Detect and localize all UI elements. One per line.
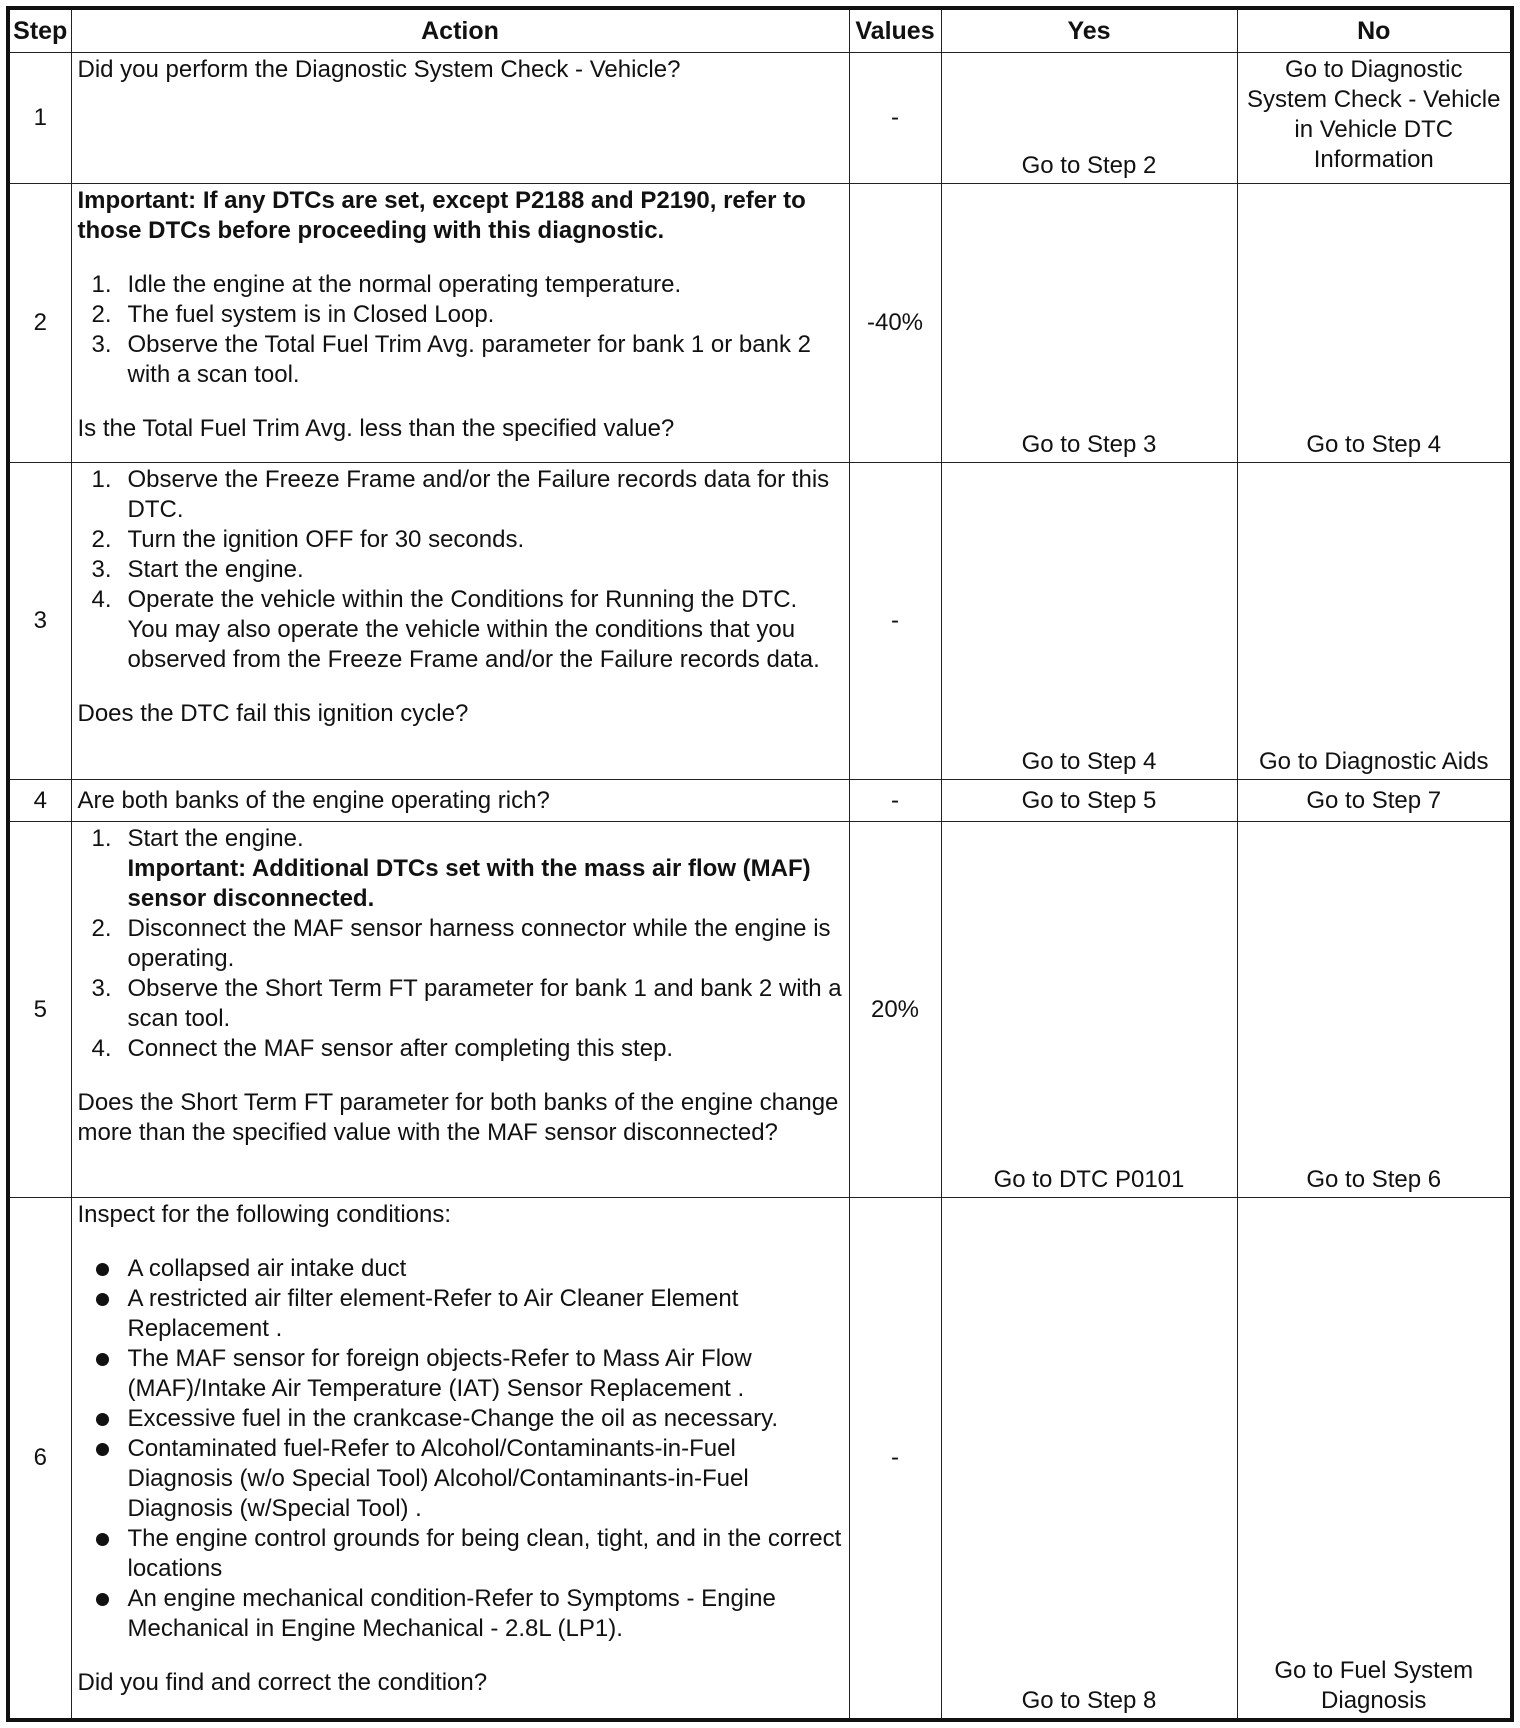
table-row-step-1 xyxy=(8,53,1512,184)
action-cell xyxy=(71,463,849,780)
procedure-list xyxy=(78,465,843,675)
list-item: 3. Start the engine. xyxy=(91,556,304,583)
bullet-icon xyxy=(96,1413,109,1426)
no-link[interactable]: Go to Step 4 xyxy=(1237,184,1512,463)
value-cell: - xyxy=(849,780,941,822)
bullet-icon xyxy=(96,1593,109,1606)
action-question: Did you find and correct the condition? xyxy=(77,1669,488,1696)
step-number: 6 xyxy=(8,1198,71,1721)
action-intro: Inspect for the following conditions: xyxy=(77,1201,452,1228)
list-item: 1. Start the engine. Important: Additional DTCs set with the mass air flow (MAF) sensor disconnected. xyxy=(91,825,811,912)
action-question: Does the Short Term FT parameter for both banks of the engine change more than the specified value with the MAF sensor disconnected? xyxy=(77,1089,839,1146)
bullet-icon xyxy=(96,1533,109,1546)
no-link[interactable]: Go to Fuel System Diagnosis xyxy=(1237,1198,1512,1721)
action-cell xyxy=(71,822,849,1198)
list-item: 3. Observe the Short Term FT parameter for bank 1 and bank 2 with a scan tool. xyxy=(91,975,842,1032)
list-item: Contaminated fuel-Refer to Alcohol/Contaminants-in-Fuel Diagnosis (w/o Special Tool) Alcohol/Contaminants-in-Fuel Diagnosis (w/Special Tool) . xyxy=(78,1434,843,1524)
list-item: A restricted air filter element-Refer to Air Cleaner Element Replacement . xyxy=(78,1284,843,1344)
bullet-icon xyxy=(96,1443,109,1456)
no-link[interactable]: Go to Diagnostic Aids xyxy=(1237,463,1512,780)
yes-link[interactable]: Go to DTC P0101 xyxy=(941,822,1237,1198)
action-cell xyxy=(71,780,849,822)
bullet-icon xyxy=(96,1353,109,1366)
header-step: Step xyxy=(8,8,71,53)
list-item: 2. The fuel system is in Closed Loop. xyxy=(91,301,495,328)
yes-link[interactable]: Go to Step 8 xyxy=(941,1198,1237,1721)
no-link[interactable]: Go to Step 7 xyxy=(1237,780,1512,822)
yes-link[interactable]: Go to Step 5 xyxy=(941,780,1237,822)
list-item: 1. Idle the engine at the normal operating temperature. xyxy=(91,271,682,298)
step-number: 5 xyxy=(8,822,71,1198)
value-cell: - xyxy=(849,463,941,780)
list-item: 1. Observe the Freeze Frame and/or the Failure records data for this DTC. xyxy=(91,466,830,523)
no-link[interactable]: Go to Step 6 xyxy=(1237,822,1512,1198)
list-item: 4. Connect the MAF sensor after completing this step. xyxy=(91,1035,674,1062)
value-cell: - xyxy=(849,1198,941,1721)
yes-link[interactable]: Go to Step 3 xyxy=(941,184,1237,463)
header-no: No xyxy=(1237,8,1512,53)
action-question: Are both banks of the engine operating rich? xyxy=(77,786,550,814)
table-row-step-2 xyxy=(8,184,1512,463)
table-row-step-4 xyxy=(8,780,1512,822)
list-item: 2. Turn the ignition OFF for 30 seconds. xyxy=(91,526,525,553)
action-question: Is the Total Fuel Trim Avg. less than the specified value? xyxy=(77,415,675,442)
value-cell: 20% xyxy=(849,822,941,1198)
list-item: 4. Operate the vehicle within the Conditions for Running the DTC. You may also operate the vehicle within the conditions that you observed from the Freeze Frame and/or the Failure records data. xyxy=(91,586,820,673)
header-yes: Yes xyxy=(941,8,1237,53)
action-cell xyxy=(71,1198,849,1721)
action-cell xyxy=(71,53,849,184)
bullet-icon xyxy=(96,1263,109,1276)
value-cell: -40% xyxy=(849,184,941,463)
step-number: 1 xyxy=(8,53,71,184)
header-row xyxy=(8,8,1512,53)
important-note: Important: Additional DTCs set with the mass air flow (MAF) sensor disconnected. xyxy=(127,855,811,912)
important-note: Important: If any DTCs are set, except P2188 and P2190, refer to those DTCs before proceeding with this diagnostic. xyxy=(77,187,806,244)
list-item: An engine mechanical condition-Refer to Symptoms - Engine Mechanical in Engine Mechanical - 2.8L (LP1). xyxy=(78,1584,843,1644)
action-question: Does the DTC fail this ignition cycle? xyxy=(77,700,469,727)
value-cell: - xyxy=(849,53,941,184)
table-row-step-6 xyxy=(8,1198,1512,1721)
procedure-list xyxy=(78,270,843,390)
list-item: A collapsed air intake duct xyxy=(78,1254,843,1284)
step-number: 2 xyxy=(8,184,71,463)
procedure-list xyxy=(78,824,843,1064)
list-item: The MAF sensor for foreign objects-Refer to Mass Air Flow (MAF)/Intake Air Temperature (IAT) Sensor Replacement . xyxy=(78,1344,843,1404)
yes-link[interactable]: Go to Step 2 xyxy=(941,53,1237,184)
step-number: 4 xyxy=(8,780,71,822)
yes-link[interactable]: Go to Step 4 xyxy=(941,463,1237,780)
header-values: Values xyxy=(849,8,941,53)
table-row-step-3 xyxy=(8,463,1512,780)
list-item: 2. Disconnect the MAF sensor harness connector while the engine is operating. xyxy=(91,915,831,972)
diagnostic-table xyxy=(6,6,1514,1722)
action-cell xyxy=(71,184,849,463)
action-question: Did you perform the Diagnostic System Check - Vehicle? xyxy=(77,56,681,83)
step-number: 3 xyxy=(8,463,71,780)
condition-list xyxy=(78,1254,843,1644)
list-item: The engine control grounds for being clean, tight, and in the correct locations xyxy=(78,1524,843,1584)
bullet-icon xyxy=(96,1293,109,1306)
list-item: Excessive fuel in the crankcase-Change the oil as necessary. xyxy=(78,1404,843,1434)
table-row-step-5 xyxy=(8,822,1512,1198)
no-link[interactable]: Go to Diagnostic System Check - Vehicle in Vehicle DTC Information xyxy=(1237,53,1512,184)
header-action: Action xyxy=(71,8,849,53)
list-item: 3. Observe the Total Fuel Trim Avg. parameter for bank 1 or bank 2 with a scan tool. xyxy=(91,331,811,388)
